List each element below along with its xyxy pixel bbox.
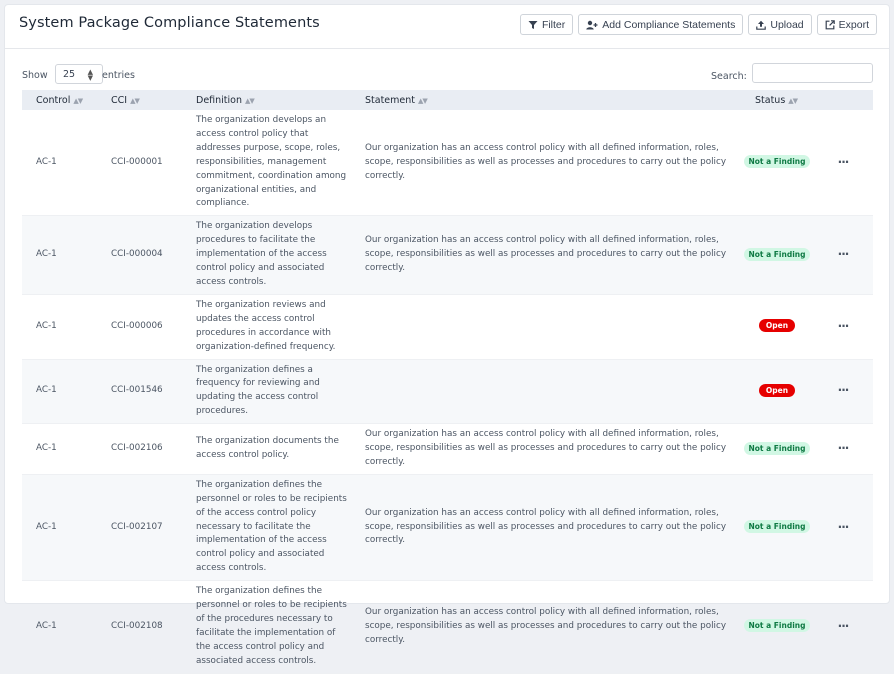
status-badge: Open [759,319,795,332]
sort-icon: ▲▼ [73,96,83,105]
sort-icon: ▲▼ [130,96,139,105]
cell-cci: CCI-001546 [97,359,182,424]
cell-definition: The organization defines the personnel or roles to be recipients of the procedures necessary to facilitate the implementation of the access control policy and associated access controls. [182,581,351,673]
cell-actions [813,581,873,673]
column-header-statement[interactable]: Statement ▲▼ [351,90,741,110]
cell-status [741,216,813,295]
search-label: Search: [711,71,747,82]
table-header-row [22,90,873,110]
cell-status [741,424,813,475]
table-row [22,474,873,580]
table-row [22,359,873,424]
cell-cci: CCI-000004 [97,216,182,295]
cell-control: AC-1 [22,110,97,216]
cell-statement: Our organization has an access control policy with all defined information, roles, scope, responsibilities as well as processes and procedures to carry out the policy correctly. [351,424,741,475]
sort-icon: ▲▼ [418,96,427,105]
column-header-cci[interactable]: CCI ▲▼ [97,90,182,110]
page-title: System Package Compliance Statements [19,15,320,31]
entries-select[interactable] [55,64,103,84]
card-header [5,5,889,49]
cell-control: AC-1 [22,294,97,359]
sort-icon: ▲▼ [245,96,254,105]
cell-status [741,581,813,673]
cell-actions [813,216,873,295]
upload-icon [756,20,766,30]
status-badge: Not a Finding [744,442,811,455]
cell-cci: CCI-000006 [97,294,182,359]
cell-actions [813,359,873,424]
cell-statement: Our organization has an access control policy with all defined information, roles, scope, responsibilities as well as processes and procedures to carry out the policy correctly. [351,474,741,580]
more-icon[interactable]: ··· [837,618,849,633]
cell-cci: CCI-002107 [97,474,182,580]
column-header-control[interactable]: Control ▲▼ [22,90,97,110]
cell-definition: The organization documents the access control policy. [182,424,351,475]
cell-actions [813,110,873,216]
cell-definition: The organization reviews and updates the access control procedures in accordance with organization-defined frequency. [182,294,351,359]
cell-statement [351,294,741,359]
table-row [22,216,873,295]
cell-status [741,110,813,216]
status-badge: Not a Finding [744,248,811,261]
cell-cci: CCI-000001 [97,110,182,216]
export-icon [825,20,835,30]
more-icon[interactable]: ··· [837,247,849,262]
cell-definition: The organization develops procedures to facilitate the implementation of the access control policy and associated access controls. [182,216,351,295]
filter-button-label: Filter [541,18,566,31]
toolbar [520,14,877,35]
cell-status [741,294,813,359]
table-row [22,110,873,216]
cell-actions [813,294,873,359]
cell-control: AC-1 [22,359,97,424]
more-icon[interactable]: ··· [837,519,849,534]
add-compliance-button-label: Add Compliance Statements [602,18,736,31]
table-controls [5,49,889,89]
export-button[interactable] [817,14,877,35]
column-header-actions [813,90,873,110]
more-icon[interactable]: ··· [837,154,849,169]
entries-label: entries [102,70,135,81]
status-badge: Open [759,384,795,397]
filter-button[interactable] [520,14,573,35]
cell-statement [351,359,741,424]
cell-control: AC-1 [22,424,97,475]
upload-button[interactable] [748,14,811,35]
add-compliance-button[interactable] [578,14,743,35]
column-header-definition[interactable]: Definition ▲▼ [182,90,351,110]
cell-statement: Our organization has an access control policy with all defined information, roles, scope, responsibilities as well as processes and procedures to carry out the policy correctly. [351,110,741,216]
status-badge: Not a Finding [744,520,811,533]
cell-control: AC-1 [22,581,97,673]
table-row [22,294,873,359]
compliance-card [4,4,890,666]
cell-cci: CCI-002108 [97,581,182,673]
compliance-table [22,90,873,674]
cell-actions [813,424,873,475]
table-row [22,581,873,673]
sort-icon: ▲▼ [788,96,798,105]
cell-definition: The organization defines a frequency for reviewing and updating the access control procedures. [182,359,351,424]
cell-statement: Our organization has an access control policy with all defined information, roles, scope, responsibilities as well as processes and procedures to carry out the policy correctly. [351,216,741,295]
cell-control: AC-1 [22,474,97,580]
filter-icon [528,20,538,30]
upload-button-label: Upload [770,18,804,31]
cell-definition: The organization develops an access control policy that addresses purpose, scope, roles, responsibilities, management commitment, coordination among organizational entities, and compliance. [182,110,351,216]
column-header-status[interactable]: Status ▲▼ [741,90,813,110]
cell-actions [813,474,873,580]
show-label: Show [22,70,48,81]
sort-caret-icon: ▲ ▼ [87,68,93,82]
cell-control: AC-1 [22,216,97,295]
more-icon[interactable]: ··· [837,441,849,456]
entries-select-value: 25 [63,68,76,80]
status-badge: Not a Finding [744,155,811,168]
user-plus-icon [586,20,598,30]
cell-status [741,474,813,580]
cell-definition: The organization defines the personnel or roles to be recipients of the access control policy necessary to facilitate the implementation of the access control policy and associated access controls. [182,474,351,580]
cell-status [741,359,813,424]
more-icon[interactable]: ··· [837,318,849,333]
cell-statement: Our organization has an access control policy with all defined information, roles, scope, responsibilities as well as processes and procedures to carry out the policy correctly. [351,581,741,673]
cell-cci: CCI-002106 [97,424,182,475]
search-input[interactable] [752,63,873,83]
table-row [22,424,873,475]
more-icon[interactable]: ··· [837,383,849,398]
status-badge: Not a Finding [744,619,811,632]
export-button-label: Export [838,18,869,31]
